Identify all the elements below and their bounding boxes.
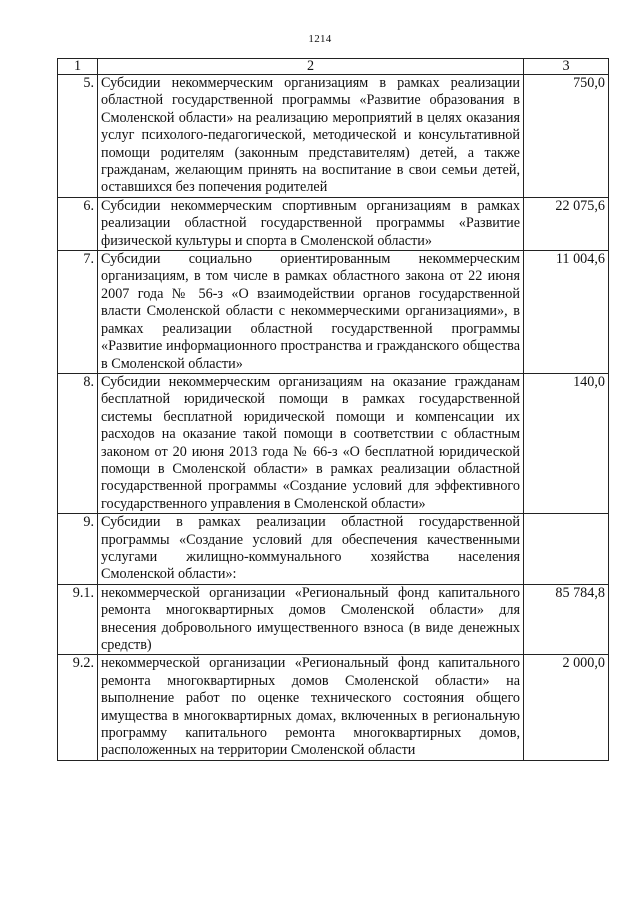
subsidy-table bbox=[57, 58, 609, 761]
row-description: Субсидии некоммерческим спортивным организациям в рамках реализации областной государственной программы «Развитие физической культуры и спорта в Смоленской области» bbox=[98, 197, 524, 250]
row-amount: 85 784,8 bbox=[524, 584, 609, 655]
row-description: Субсидии в рамках реализации областной государственной программы «Создание условий для обеспечения качественными услугами жилищно-коммунального хозяйства населения Смоленской области»: bbox=[98, 514, 524, 585]
table-row bbox=[58, 373, 609, 513]
row-amount: 750,0 bbox=[524, 75, 609, 198]
column-header-1: 1 bbox=[58, 59, 98, 75]
row-description: некоммерческой организации «Региональный фонд капитального ремонта многоквартирных домов Смоленской области» для внесения добровольного имущественного взноса (в виде денежных средств) bbox=[98, 584, 524, 655]
row-number: 7. bbox=[58, 251, 98, 374]
row-amount bbox=[524, 514, 609, 585]
table-header-row bbox=[58, 59, 609, 75]
row-description: Субсидии некоммерческим организациям на оказание гражданам бесплатной юридической помощи в рамках государственной системы бесплатной юридической помощи и компенсации их расходов на оказание такой помощи в соответствии с областным законом от 20 июня 2013 года № 66-з «О бесплатной юридической помощи в Смоленской области» в рамках реализации областной государственной программы «Создание условий для эффективного государственного управления в Смоленской области» bbox=[98, 373, 524, 513]
row-number: 6. bbox=[58, 197, 98, 250]
row-amount: 11 004,6 bbox=[524, 251, 609, 374]
row-amount: 2 000,0 bbox=[524, 655, 609, 760]
table-row bbox=[58, 251, 609, 374]
column-header-3: 3 bbox=[524, 59, 609, 75]
row-description: Субсидии некоммерческим организациям в рамках реализации областной государственной программы «Развитие образования в Смоленской области» на реализацию мероприятий в целях оказания услуг психолого-педагогической, методической и консультативной помощи родителям (законным представителям) детей, а также гражданам, желающим принять на воспитание в свои семьи детей, оставшихся без попечения родителей bbox=[98, 75, 524, 198]
row-amount: 140,0 bbox=[524, 373, 609, 513]
table-row bbox=[58, 75, 609, 198]
row-number: 9.2. bbox=[58, 655, 98, 760]
row-description: Субсидии социально ориентированным некоммерческим организациям, в том числе в рамках областного закона от 22 июня 2007 года № 56-з «О взаимодействии органов государственной власти Смоленской области с некоммерческими организациями», в рамках реализации областной государственной программы «Развитие информационного пространства и гражданского общества в Смоленской области» bbox=[98, 251, 524, 374]
table-row bbox=[58, 655, 609, 760]
page-number: 1214 bbox=[308, 33, 332, 45]
row-number: 9. bbox=[58, 514, 98, 585]
row-amount: 22 075,6 bbox=[524, 197, 609, 250]
row-number: 9.1. bbox=[58, 584, 98, 655]
column-header-2: 2 bbox=[98, 59, 524, 75]
row-number: 8. bbox=[58, 373, 98, 513]
table-row bbox=[58, 584, 609, 655]
row-number: 5. bbox=[58, 75, 98, 198]
row-description: некоммерческой организации «Региональный фонд капитального ремонта многоквартирных домов Смоленской области» на выполнение работ по оценке технического состояния общего имущества в многоквартирных домах, включенных в региональную программу капитального ремонта многоквартирных домов, расположенных на территории Смоленской области bbox=[98, 655, 524, 760]
table-row bbox=[58, 197, 609, 250]
table-row bbox=[58, 514, 609, 585]
